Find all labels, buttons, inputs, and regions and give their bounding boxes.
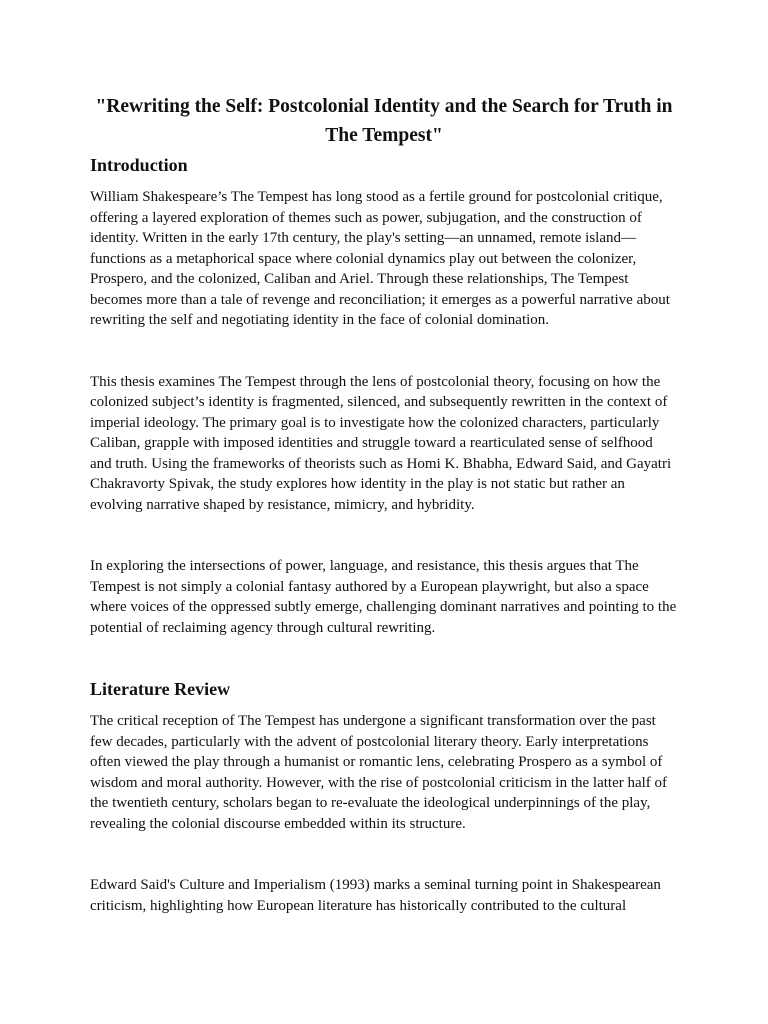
- introduction-paragraph-3: In exploring the intersections of power, language, and resistance, this thesis argues that The Tempest is not simply a colonial fantasy authored by a European playwright, but also a space where voices of the oppressed subtly emerge, challenging dominant narratives and pointing to the potential of reclaiming agency through cultural rewriting.: [90, 558, 677, 636]
- section-heading-literature-review: Literature Review: [90, 679, 231, 699]
- document-title: "Rewriting the Self: Postcolonial Identity and the Search for Truth in The Tempest": [95, 96, 673, 146]
- literature-review-paragraph-2: Edward Said's Culture and Imperialism (1993) marks a seminal turning point in Shakespearean criticism, highlighting how European literature has historically contributed to the cultural: [90, 877, 661, 914]
- literature-review-paragraph-1: The critical reception of The Tempest has undergone a significant transformation over the past few decades, particularly with the advent of postcolonial literary theory. Early interpretations often viewed the play through a humanist or romantic lens, celebrating Prospero as a symbol of wisdom and moral authority. However, with the rise of postcolonial criticism in the latter half of the twentieth century, scholars began to re-evaluate the ideological underpinnings of the play, revealing the colonial discourse embedded within its structure.: [90, 713, 668, 832]
- introduction-paragraph-1: William Shakespeare’s The Tempest has long stood as a fertile ground for postcolonial critique, offering a layered exploration of themes such as power, subjugation, and the construction of identity. Written in the early 17th century, the play's setting—an unnamed, remote island—functions as a metaphorical space where colonial dynamics play out between the colonizer, Prospero, and the colonized, Caliban and Ariel. Through these relationships, The Tempest becomes more than a tale of revenge and reconciliation; it emerges as a powerful narrative about rewriting the self and negotiating identity in the face of colonial domination.: [90, 189, 670, 328]
- document-page: [90, 92, 678, 916]
- introduction-paragraph-2: This thesis examines The Tempest through the lens of postcolonial theory, focusing on how the colonized subject’s identity is fragmented, silenced, and subsequently rewritten in the context of imperial ideology. The primary goal is to investigate how the colonized characters, particularly Caliban, grapple with imposed identities and struggle toward a rearticulated sense of selfhood and truth. Using the frameworks of theorists such as Homi K. Bhabha, Edward Said, and Gayatri Chakravorty Spivak, the study explores how identity in the play is not static but rather an evolving narrative shaped by resistance, mimicry, and hybridity.: [90, 373, 672, 513]
- section-heading-introduction: Introduction: [90, 155, 188, 175]
